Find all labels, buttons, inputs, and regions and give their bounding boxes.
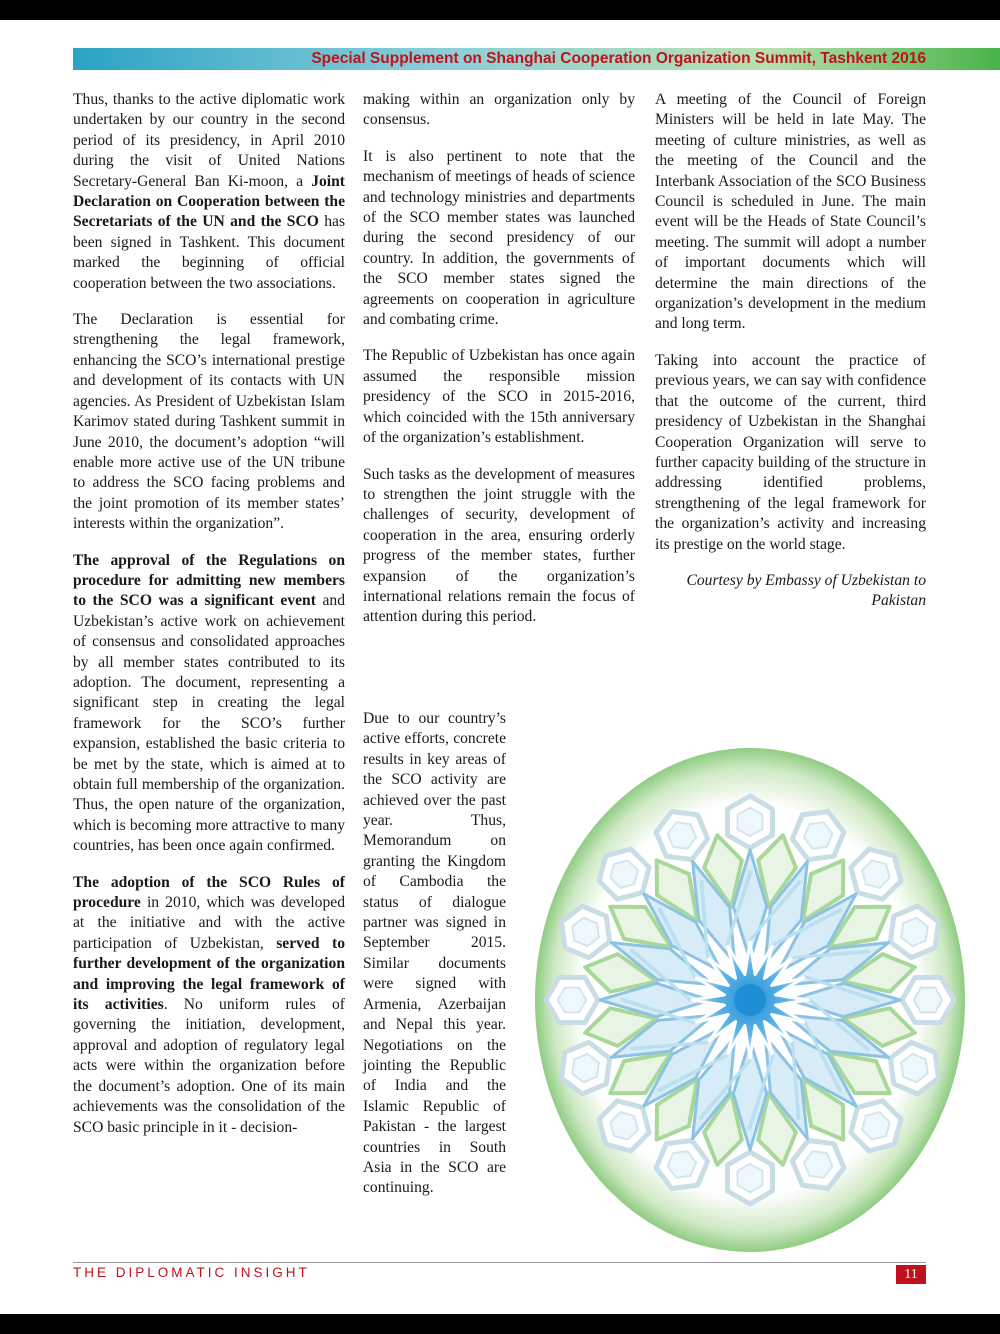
paragraph: Such tasks as the development of measures to strengthen the joint struggle with the challenges of security, development of cooperation in the area, ensuring orderly progress of the member states, further expansion of the organization’s international relations remain the focus of attention during this period. [363, 465, 635, 626]
paragraph [73, 873, 345, 1138]
paragraph [73, 310, 345, 534]
top-black-bar [0, 0, 1000, 20]
bold-text: served to further development of the organization and improving the legal framework of its activities [73, 934, 345, 1014]
credit-line: Courtesy by Embassy of Uzbekistan to Pakistan [686, 571, 926, 610]
outer-cell-inner [738, 808, 763, 837]
text-run: Thus, thanks to the active diplomatic work undertaken by our country in the second period of its presidency, in April 2010 during the visit of United Nations Secretary-General Ban Ki-moon, a [73, 91, 345, 190]
paragraph [73, 551, 345, 857]
paragraph: The Republic of Uzbekistan has once again assumed the responsible mission presidency of the SCO in 2015-2016, which coincided with the 15th anniversary of the organization’s establishment. [363, 347, 635, 447]
bold-text: The adoption of the SCO Rules of procedure [73, 873, 345, 912]
bold-text: Joint Declaration on Cooperation between the Secretariats of the UN and the SCO [73, 172, 345, 231]
paragraph: It is also pertinent to note that the mechanism of meetings of heads of science and technology ministries and departments of the SCO member states was launched during the second presidency of our country. In addition, the governments of the SCO member states signed the agreements on cooperation in agriculture and combating crime. [363, 147, 635, 329]
column-2-lower [363, 709, 506, 1199]
text-run: has been signed in Tashkent. This document marked the beginning of official cooperation between the two associations. [73, 213, 346, 292]
supplement-banner [73, 48, 1000, 70]
text-run: in 2010, which was developed at the initiative and with the active participation of Uzbekistan, [73, 894, 345, 952]
paragraph: Due to our country’s active efforts, concrete results in key areas of the SCO activity are achieved over the past year. Thus, Memorandum on granting the Kingdom of Cambodia the status of dialogue partner was signed in September 2015. Similar documents were signed with Armenia, Azerbaijan and Nepal this year. Negotiations on the jointing the Republic of India and the Islamic Republic of Pakistan - the largest countries in South Asia in the SCO are continuing. [363, 710, 506, 1197]
rosette-ornament [530, 745, 970, 1255]
text-run: and Uzbekistan’s active work on achievement of consensus and consolidated approaches by all member states contributed to its adoption. The document, representing a significant step in creating the legal framework for the SCO’s further expansion, established the basic criteria to be met by the state, which is aimed at to obtain full membership of the organization. Thus, the open nature of the organization, which is becoming more attractive to many countries, has been once again confirmed. [73, 592, 345, 855]
text-run: The Declaration is essential for strengthening the legal framework, enhancing the SCO’s international prestige and development of its contacts with UN agencies. As President of Uzbekistan Islam Karimov stated during Tashkent summit in June 2010, the document’s adoption “will enable more active use of the UN tribune to address the SCO facing problems and the joint promotion of its member states’ interests within the organization”. [73, 311, 345, 533]
bottom-black-bar [0, 1314, 1000, 1334]
column-2 [363, 90, 635, 644]
paragraph: A meeting of the Council of Foreign Ministers will be held in late May. The meeting of culture ministries, as well as the meeting of the Council and the Interbank Association of the SCO Business Council is scheduled in June. The main event will be the Heads of State Council’s meeting. The summit will adopt a number of important documents which will determine the main directions of the organization’s development in the medium and long term. [655, 91, 926, 333]
outer-cell-inner [558, 988, 587, 1013]
bold-text: The approval of the Regulations on procedure for admitting new members to the SCO was a significant event [73, 551, 345, 610]
page-number: 11 [896, 1265, 926, 1284]
text-run: . No uniform rules of governing the initiation, development, approval and adoption of regulatory legal acts were within the organization before the document’s adoption. One of its main achievements was the consolidation of the SCO basic principle in it - decision- [73, 996, 345, 1136]
column-3 [655, 90, 926, 628]
ornament-pattern [546, 796, 954, 1204]
outer-cell-inner [738, 1164, 763, 1193]
outer-cell-inner [914, 988, 943, 1013]
paragraph [73, 90, 345, 294]
star-center [734, 984, 766, 1016]
column-1 [73, 90, 345, 1154]
banner-title: Special Supplement on Shanghai Cooperation Organization Summit, Tashkent 2016 [311, 50, 926, 67]
footer-brand: THE DIPLOMATIC INSIGHT [73, 1265, 310, 1280]
footer-divider [73, 1262, 926, 1263]
paragraph: making within an organization only by consensus. [363, 91, 635, 129]
paragraph: Taking into account the practice of previous years, we can say with confidence that the outcome of the current, third presidency of Uzbekistan in the Shanghai Cooperation Organization will serve to further capacity building of the structure in addressing identified problems, strengthening of the legal framework for the organization’s activity and increasing its prestige on the world stage. [655, 351, 926, 553]
